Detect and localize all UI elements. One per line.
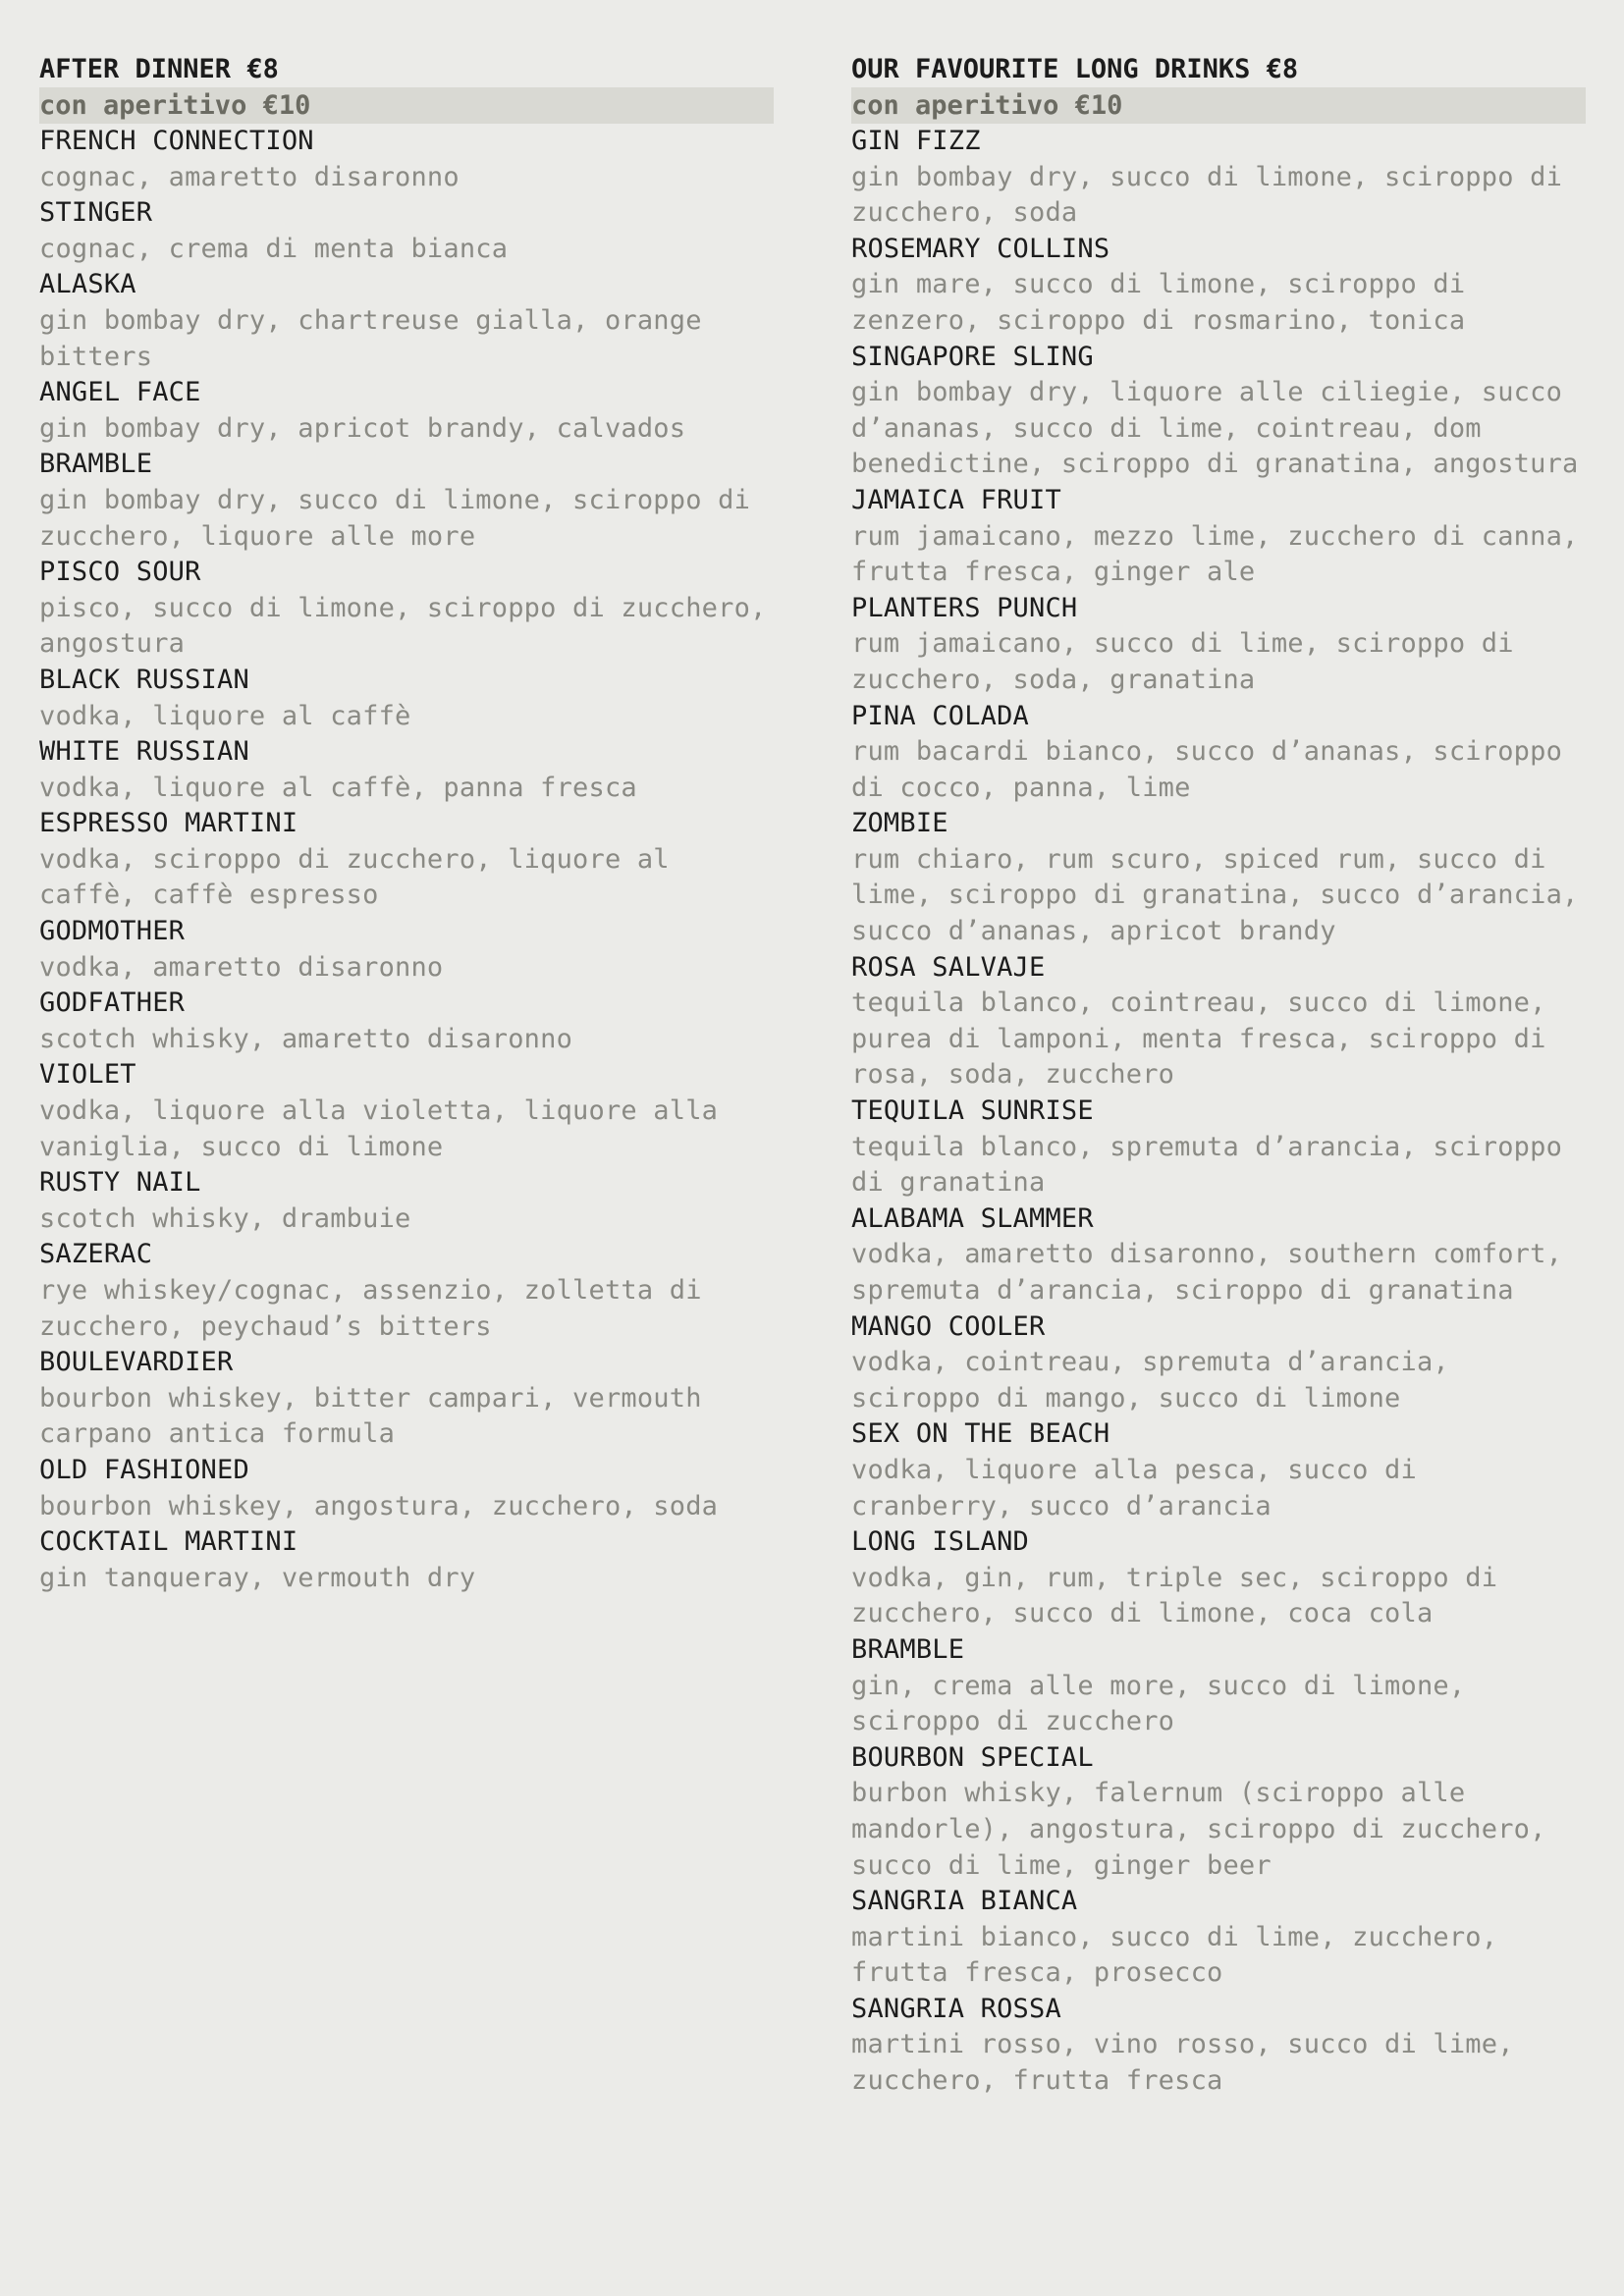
drink-name: BRAMBLE: [851, 1633, 965, 1665]
drink-item: [39, 195, 774, 267]
drink-name: GIN FIZZ: [851, 126, 981, 156]
drink-name: JAMAICA FRUIT: [851, 484, 1061, 515]
drink-ingredients: scotch whisky, drambuie: [39, 1202, 411, 1234]
drink-item: [851, 591, 1586, 699]
drink-ingredients: gin tanqueray, vermouth dry: [39, 1562, 476, 1593]
drink-item: [851, 806, 1586, 949]
section-title: AFTER DINNER €8: [39, 54, 279, 84]
drink-item: [39, 806, 774, 914]
drink-name: GODFATHER: [39, 988, 186, 1019]
drink-item: [851, 1416, 1586, 1524]
drink-item: [39, 986, 774, 1057]
drink-ingredients: rum jamaicano, succo di lime, sciroppo di zucchero, soda, granatina: [851, 628, 1514, 695]
drink-ingredients: vodka, sciroppo di zucchero, liquore al caffè, caffè espresso: [39, 843, 670, 911]
drink-item: [39, 555, 774, 663]
drink-name: PINA COLADA: [851, 700, 1030, 731]
drink-list: [39, 124, 774, 1596]
drink-name: SINGAPORE SLING: [851, 341, 1094, 372]
drink-name: SANGRIA ROSSA: [851, 1993, 1061, 2024]
drink-item: [39, 1237, 774, 1345]
drink-item: [39, 1165, 774, 1237]
drink-item: [39, 375, 774, 447]
drink-name: PLANTERS PUNCH: [851, 592, 1078, 623]
drink-item: [851, 1309, 1586, 1417]
drink-item: [851, 1201, 1586, 1309]
drink-name: VIOLET: [39, 1059, 136, 1091]
drink-item: [851, 340, 1586, 483]
left-column: [39, 51, 774, 1596]
drink-item: [39, 447, 774, 555]
drink-name: ANGEL FACE: [39, 377, 201, 408]
drink-ingredients: gin, crema alle more, succo di limone, sciroppo di zucchero: [851, 1670, 1466, 1737]
right-column: [851, 51, 1586, 2100]
drink-ingredients: bourbon whiskey, angostura, zucchero, soda: [39, 1490, 719, 1522]
drink-ingredients: bourbon whiskey, bitter campari, vermouth carpano antica formula: [39, 1382, 702, 1450]
drink-ingredients: gin mare, succo di limone, sciroppo di zenzero, sciroppo di rosmarino, tonica: [851, 269, 1466, 336]
drink-name: SANGRIA BIANCA: [851, 1886, 1078, 1917]
drink-name: COCKTAIL MARTINI: [39, 1526, 298, 1558]
drink-item: [851, 1740, 1586, 1884]
drink-name: BLACK RUSSIAN: [39, 664, 249, 695]
drink-ingredients: pisco, succo di limone, sciroppo di zucchero, angostura: [39, 592, 767, 660]
drink-name: BOURBON SPECIAL: [851, 1741, 1094, 1773]
drink-ingredients: gin bombay dry, succo di limone, sciroppo di zucchero, liquore alle more: [39, 484, 751, 552]
drink-ingredients: vodka, liquore al caffè, panna fresca: [39, 772, 637, 803]
drink-item: [39, 1345, 774, 1453]
drink-name: STINGER: [39, 197, 153, 229]
drink-ingredients: vodka, gin, rum, triple sec, sciroppo di zucchero, succo di limone, coca cola: [851, 1562, 1498, 1629]
drink-name: BRAMBLE: [39, 449, 153, 480]
drink-name: PISCO SOUR: [39, 557, 201, 588]
drink-item: [851, 232, 1586, 340]
drink-item: [851, 1992, 1586, 2100]
drink-name: ALABAMA SLAMMER: [851, 1202, 1094, 1234]
drink-name: ESPRESSO MARTINI: [39, 808, 298, 839]
drink-ingredients: vodka, amaretto disaronno, southern comfort, spremuta d’arancia, sciroppo di granatina: [851, 1239, 1563, 1306]
drink-ingredients: gin bombay dry, succo di limone, sciroppo di zucchero, soda: [851, 161, 1563, 229]
drink-ingredients: vodka, cointreau, spremuta d’arancia, sciroppo di mango, succo di limone: [851, 1347, 1449, 1414]
drink-name: ALASKA: [39, 269, 136, 300]
drink-name: BOULEVARDIER: [39, 1347, 234, 1378]
drink-ingredients: gin bombay dry, chartreuse gialla, orange bitters: [39, 304, 702, 372]
drink-ingredients: rum jamaicano, mezzo lime, zucchero di canna, frutta fresca, ginger ale: [851, 520, 1579, 588]
drink-item: [39, 914, 774, 986]
drink-name: TEQUILA SUNRISE: [851, 1095, 1094, 1127]
drink-ingredients: rum chiaro, rum scuro, spiced rum, succo di lime, sciroppo di granatina, succo d’arancia, succo d’ananas, apricot brandy: [851, 843, 1579, 947]
drink-ingredients: cognac, crema di menta bianca: [39, 233, 509, 264]
drink-item: [851, 1094, 1586, 1201]
drink-ingredients: martini bianco, succo di lime, zucchero, frutta fresca, prosecco: [851, 1921, 1498, 1989]
section-subtitle: con aperitivo €10: [851, 87, 1586, 124]
drink-ingredients: tequila blanco, spremuta d’arancia, sciroppo di granatina: [851, 1131, 1563, 1199]
drink-item: [39, 124, 774, 195]
drink-item: [39, 1057, 774, 1165]
drink-item: [39, 663, 774, 734]
drink-ingredients: vodka, liquore alla pesca, succo di cranberry, succo d’arancia: [851, 1454, 1417, 1522]
drink-ingredients: rum bacardi bianco, succo d’ananas, sciroppo di cocco, panna, lime: [851, 736, 1563, 803]
drink-name: MANGO COOLER: [851, 1310, 1046, 1342]
drink-item: [851, 1524, 1586, 1632]
drink-ingredients: burbon whisky, falernum (sciroppo alle mandorle), angostura, sciroppo di zucchero, succo di lime, ginger beer: [851, 1778, 1546, 1881]
drink-item: [39, 1524, 774, 1596]
drink-name: SAZERAC: [39, 1239, 153, 1270]
section-subtitle: con aperitivo €10: [39, 87, 774, 124]
drink-item: [851, 699, 1586, 807]
drink-item: [39, 267, 774, 375]
drink-item: [851, 483, 1586, 591]
drink-ingredients: cognac, amaretto disaronno: [39, 161, 460, 192]
section-title: OUR FAVOURITE LONG DRINKS €8: [851, 54, 1299, 84]
drink-name: RUSTY NAIL: [39, 1167, 201, 1199]
drink-item: [39, 734, 774, 806]
drink-ingredients: vodka, liquore alla violetta, liquore alla vaniglia, succo di limone: [39, 1095, 719, 1162]
drink-item: [851, 1632, 1586, 1740]
drink-ingredients: gin bombay dry, apricot brandy, calvados: [39, 412, 686, 444]
drink-name: OLD FASHIONED: [39, 1454, 249, 1485]
drink-ingredients: martini rosso, vino rosso, succo di lime, zucchero, frutta fresca: [851, 2029, 1514, 2097]
drink-list: [851, 124, 1586, 2100]
drink-ingredients: tequila blanco, cointreau, succo di limone, purea di lamponi, menta fresca, sciroppo di rosa, soda, zucchero: [851, 988, 1546, 1091]
drink-item: [39, 1453, 774, 1524]
drink-name: ZOMBIE: [851, 808, 948, 839]
drink-name: WHITE RUSSIAN: [39, 736, 249, 768]
drink-ingredients: vodka, amaretto disaronno: [39, 951, 444, 983]
drink-ingredients: gin bombay dry, liquore alle ciliegie, succo d’ananas, succo di lime, cointreau, dom benedictine, sciroppo di granatina, angostura: [851, 377, 1579, 480]
drink-ingredients: rye whiskey/cognac, assenzio, zolletta di zucchero, peychaud’s bitters: [39, 1275, 702, 1342]
drink-name: SEX ON THE BEACH: [851, 1418, 1110, 1450]
drink-item: [851, 124, 1586, 232]
drink-name: FRENCH CONNECTION: [39, 126, 314, 156]
drink-ingredients: vodka, liquore al caffè: [39, 700, 411, 731]
drink-name: ROSEMARY COLLINS: [851, 233, 1110, 264]
drink-name: ROSA SALVAJE: [851, 951, 1046, 983]
drink-ingredients: scotch whisky, amaretto disaronno: [39, 1023, 573, 1054]
drink-item: [851, 950, 1586, 1094]
drink-name: LONG ISLAND: [851, 1526, 1030, 1558]
drink-name: GODMOTHER: [39, 916, 186, 947]
drink-item: [851, 1884, 1586, 1992]
